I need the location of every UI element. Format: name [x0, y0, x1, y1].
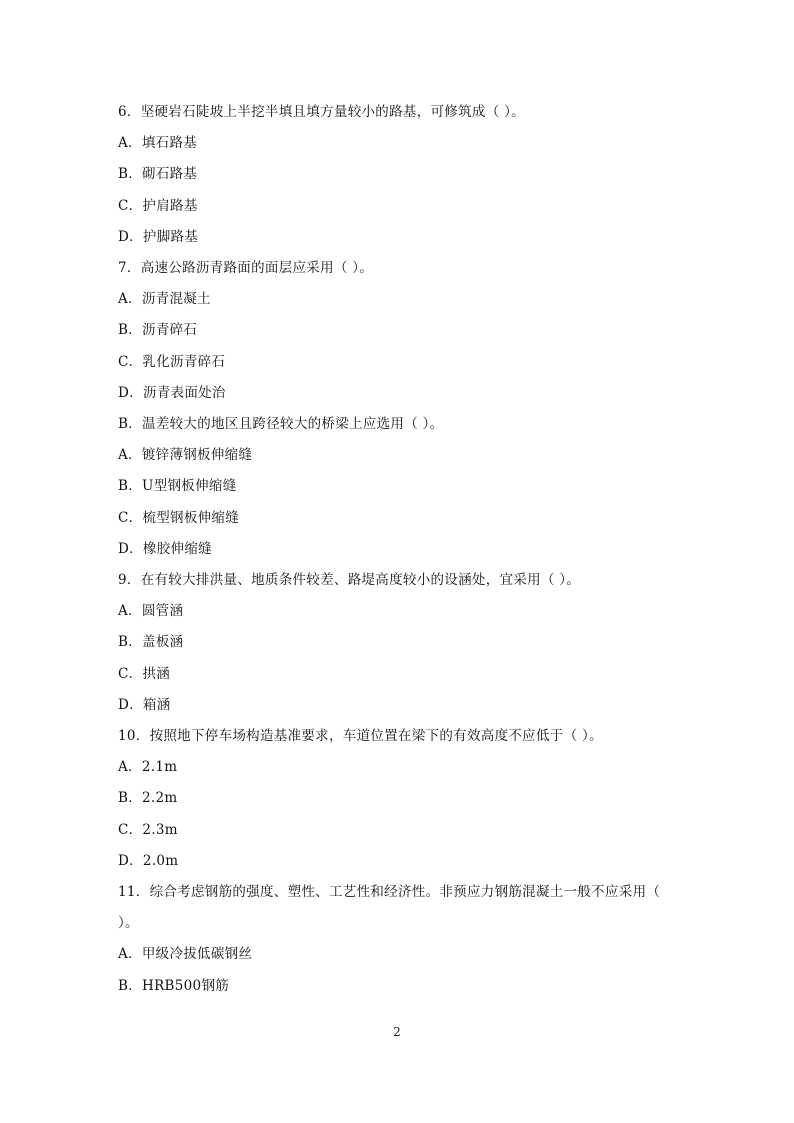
- question-7-stem: 7．高速公路沥青路面的面层应采用（ ）。: [118, 260, 374, 276]
- question-10-option-d: D．2.0m: [118, 853, 179, 869]
- question-9-option-b: B．盖板涵: [118, 634, 184, 650]
- question-10-stem: 10．按照地下停车场构造基准要求，车道位置在梁下的有效高度不应低于（ ）。: [118, 728, 603, 744]
- question-6-option-d: D．护脚路基: [118, 229, 199, 245]
- question-9-stem: 9．在有较大排洪量、地质条件较差、路堤高度较小的设涵处，宜采用（ ）。: [118, 572, 581, 588]
- question-8-option-d: D．橡胶伸缩缝: [118, 541, 212, 557]
- question-7-option-a: A．沥青混凝土: [118, 291, 211, 307]
- question-9-option-a: A．圆管涵: [118, 603, 184, 619]
- question-6-option-b: B．砌石路基: [118, 166, 198, 182]
- question-7-option-d: D．沥青表面处治: [118, 385, 226, 401]
- question-6-stem: 6．坚硬岩石陡坡上半挖半填且填方量较小的路基，可修筑成（ ）。: [118, 104, 525, 120]
- question-6-option-c: C．护肩路基: [118, 198, 198, 214]
- question-11-option-b: B．HRB500钢筋: [118, 978, 230, 994]
- page-number: 2: [393, 1025, 401, 1039]
- question-11-option-a: A．甲级冷拔低碳钢丝: [118, 946, 253, 962]
- question-7-option-b: B．沥青碎石: [118, 322, 198, 338]
- question-11-stem-line-2: ）。: [118, 915, 139, 931]
- question-10-option-c: C．2.3m: [118, 822, 178, 838]
- question-11-stem-line-1: 11．综合考虑钢筋的强度、塑性、工艺性和经济性。非预应力钢筋混凝土一般不应采用（: [118, 884, 661, 900]
- question-7-option-c: C．乳化沥青碎石: [118, 354, 226, 370]
- question-8-option-c: C．梳型钢板伸缩缝: [118, 510, 240, 526]
- question-8-stem: B．温差较大的地区且跨径较大的桥梁上应选用（ ）。: [118, 416, 444, 432]
- question-9-option-d: D．箱涵: [118, 697, 171, 713]
- question-10-option-a: A．2.1m: [118, 759, 178, 775]
- question-6-option-a: A．填石路基: [118, 135, 198, 151]
- question-9-option-c: C．拱涵: [118, 666, 171, 682]
- question-8-option-b: B．U型钢板伸缩缝: [118, 478, 237, 494]
- question-10-option-b: B．2.2m: [118, 790, 178, 806]
- question-8-option-a: A．镀锌薄钢板伸缩缝: [118, 447, 253, 463]
